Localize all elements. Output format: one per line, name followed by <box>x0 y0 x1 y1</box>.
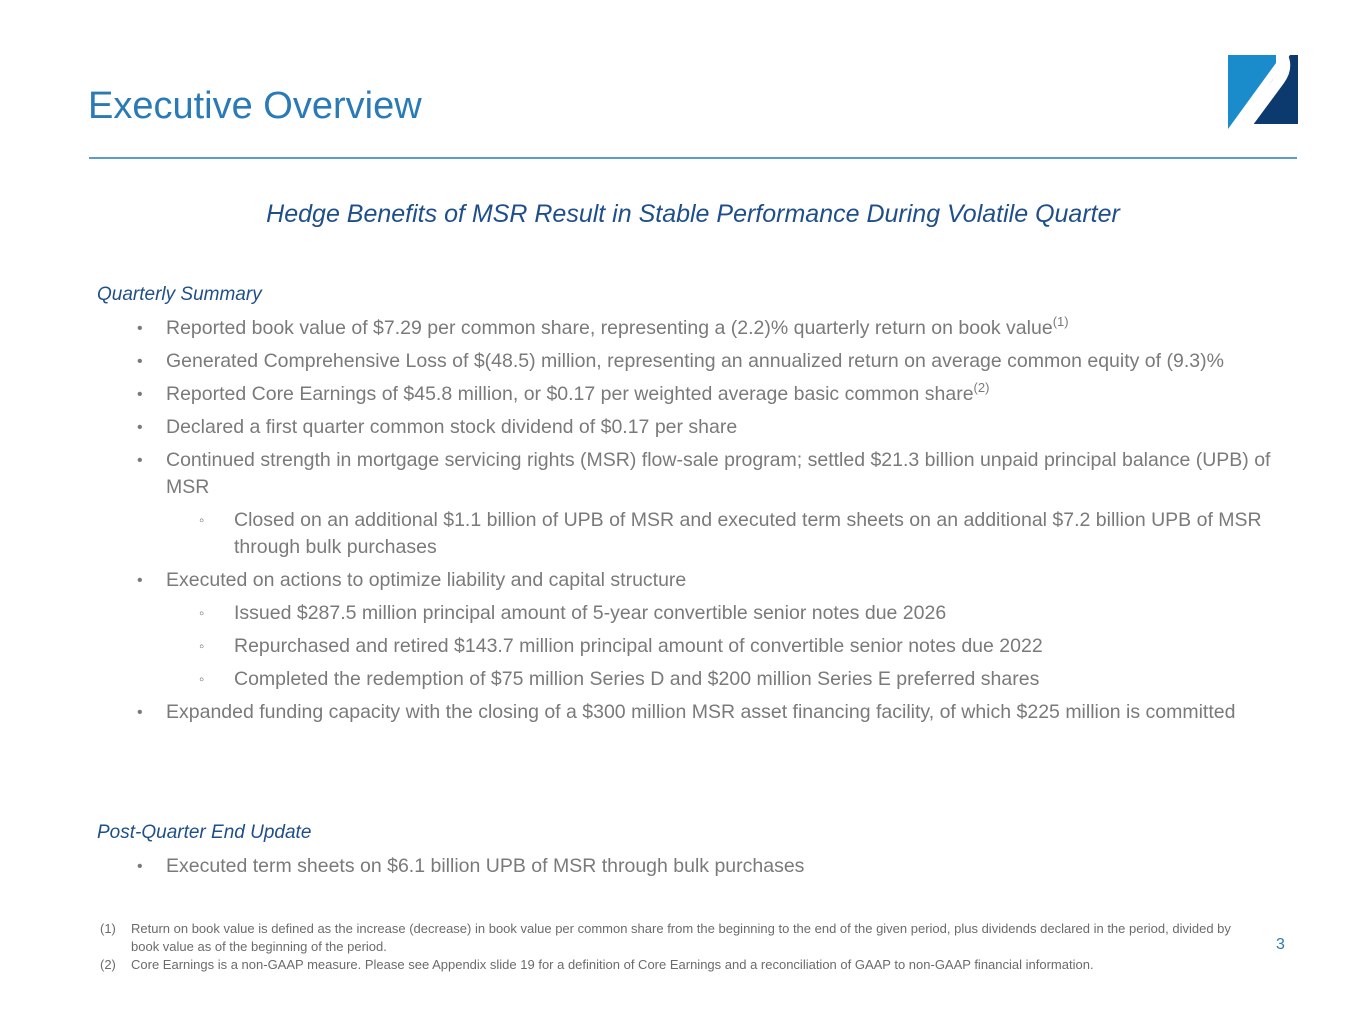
list-item-text: Continued strength in mortgage servicing rights (MSR) flow-sale program; settled $21.3 billion unpaid principal balance (UPB) of MSR <box>166 449 1271 498</box>
page-number: 3 <box>1276 936 1285 953</box>
sub-bullet-icon: ◦ <box>199 671 205 688</box>
bullet-icon: • <box>137 353 143 370</box>
bullet-icon: • <box>137 320 143 337</box>
company-logo <box>1228 55 1298 129</box>
quarterly-summary-list <box>0 315 1300 732</box>
list-item <box>0 315 1300 342</box>
list-item <box>0 447 1300 501</box>
bullet-icon: • <box>137 419 143 436</box>
footnotes <box>100 920 1240 974</box>
list-item <box>0 853 1300 880</box>
footnote-number: (1) <box>100 921 116 936</box>
footnote-text: Return on book value is defined as the increase (decrease) in book value per common share from the beginning to the end of the given period, plus dividends declared in the period, divided by book value as of the beginning of the period. <box>131 921 1231 954</box>
list-item <box>0 699 1300 726</box>
list-item-text: Closed on an additional $1.1 billion of UPB of MSR and executed term sheets on an additional $7.2 billion UPB of MSR through bulk purchases <box>234 509 1262 558</box>
list-item-text: Reported book value of $7.29 per common share, representing a (2.2)% quarterly return on book value <box>166 317 1053 339</box>
footnote-ref: (1) <box>1052 314 1069 329</box>
sub-bullet-icon: ◦ <box>199 512 205 529</box>
list-item-text: Reported Core Earnings of $45.8 million, or $0.17 per weighted average basic common share <box>166 383 974 405</box>
footnote <box>100 956 1240 974</box>
sub-bullet-icon: ◦ <box>199 605 205 622</box>
list-item-text: Executed on actions to optimize liability and capital structure <box>166 569 687 591</box>
bullet-icon: • <box>137 386 143 403</box>
sub-list-item <box>0 666 1300 693</box>
list-item-text: Generated Comprehensive Loss of $(48.5) million, representing an annualized return on average common equity of (9.3)% <box>166 350 1224 372</box>
sub-bullet-icon: ◦ <box>199 638 205 655</box>
slide-subtitle: Hedge Benefits of MSR Result in Stable Performance During Volatile Quarter <box>266 200 1120 228</box>
header-divider <box>89 157 1297 159</box>
list-item <box>0 414 1300 441</box>
list-item-text: Declared a first quarter common stock dividend of $0.17 per share <box>166 416 738 438</box>
footnote-text: Core Earnings is a non-GAAP measure. Please see Appendix slide 19 for a definition of Core Earnings and a reconciliation of GAAP to non-GAAP financial information. <box>131 957 1094 972</box>
footnote-number: (2) <box>100 957 116 972</box>
post-quarter-list <box>0 853 1300 886</box>
bullet-icon: • <box>137 452 143 469</box>
quarterly-summary-heading: Quarterly Summary <box>97 284 262 305</box>
list-item <box>0 348 1300 375</box>
list-item-text: Repurchased and retired $143.7 million principal amount of convertible senior notes due 2022 <box>234 635 1043 657</box>
post-quarter-heading: Post-Quarter End Update <box>97 822 312 843</box>
sub-list-item <box>0 600 1300 627</box>
list-item-text: Issued $287.5 million principal amount of 5-year convertible senior notes due 2026 <box>234 602 947 624</box>
list-item <box>0 381 1300 408</box>
footnote <box>100 920 1240 956</box>
sub-list-item <box>0 507 1300 561</box>
sub-list-item <box>0 633 1300 660</box>
list-item-text: Expanded funding capacity with the closing of a $300 million MSR asset financing facility, of which $225 million is committed <box>166 701 1236 723</box>
list-item-text: Executed term sheets on $6.1 billion UPB of MSR through bulk purchases <box>166 855 805 877</box>
list-item-text: Completed the redemption of $75 million Series D and $200 million Series E preferred shares <box>234 668 1040 690</box>
bullet-icon: • <box>137 704 143 721</box>
list-item <box>0 567 1300 594</box>
bullet-icon: • <box>137 572 143 589</box>
page-title: Executive Overview <box>88 85 422 127</box>
bullet-icon: • <box>137 858 143 875</box>
footnote-ref: (2) <box>973 380 990 395</box>
